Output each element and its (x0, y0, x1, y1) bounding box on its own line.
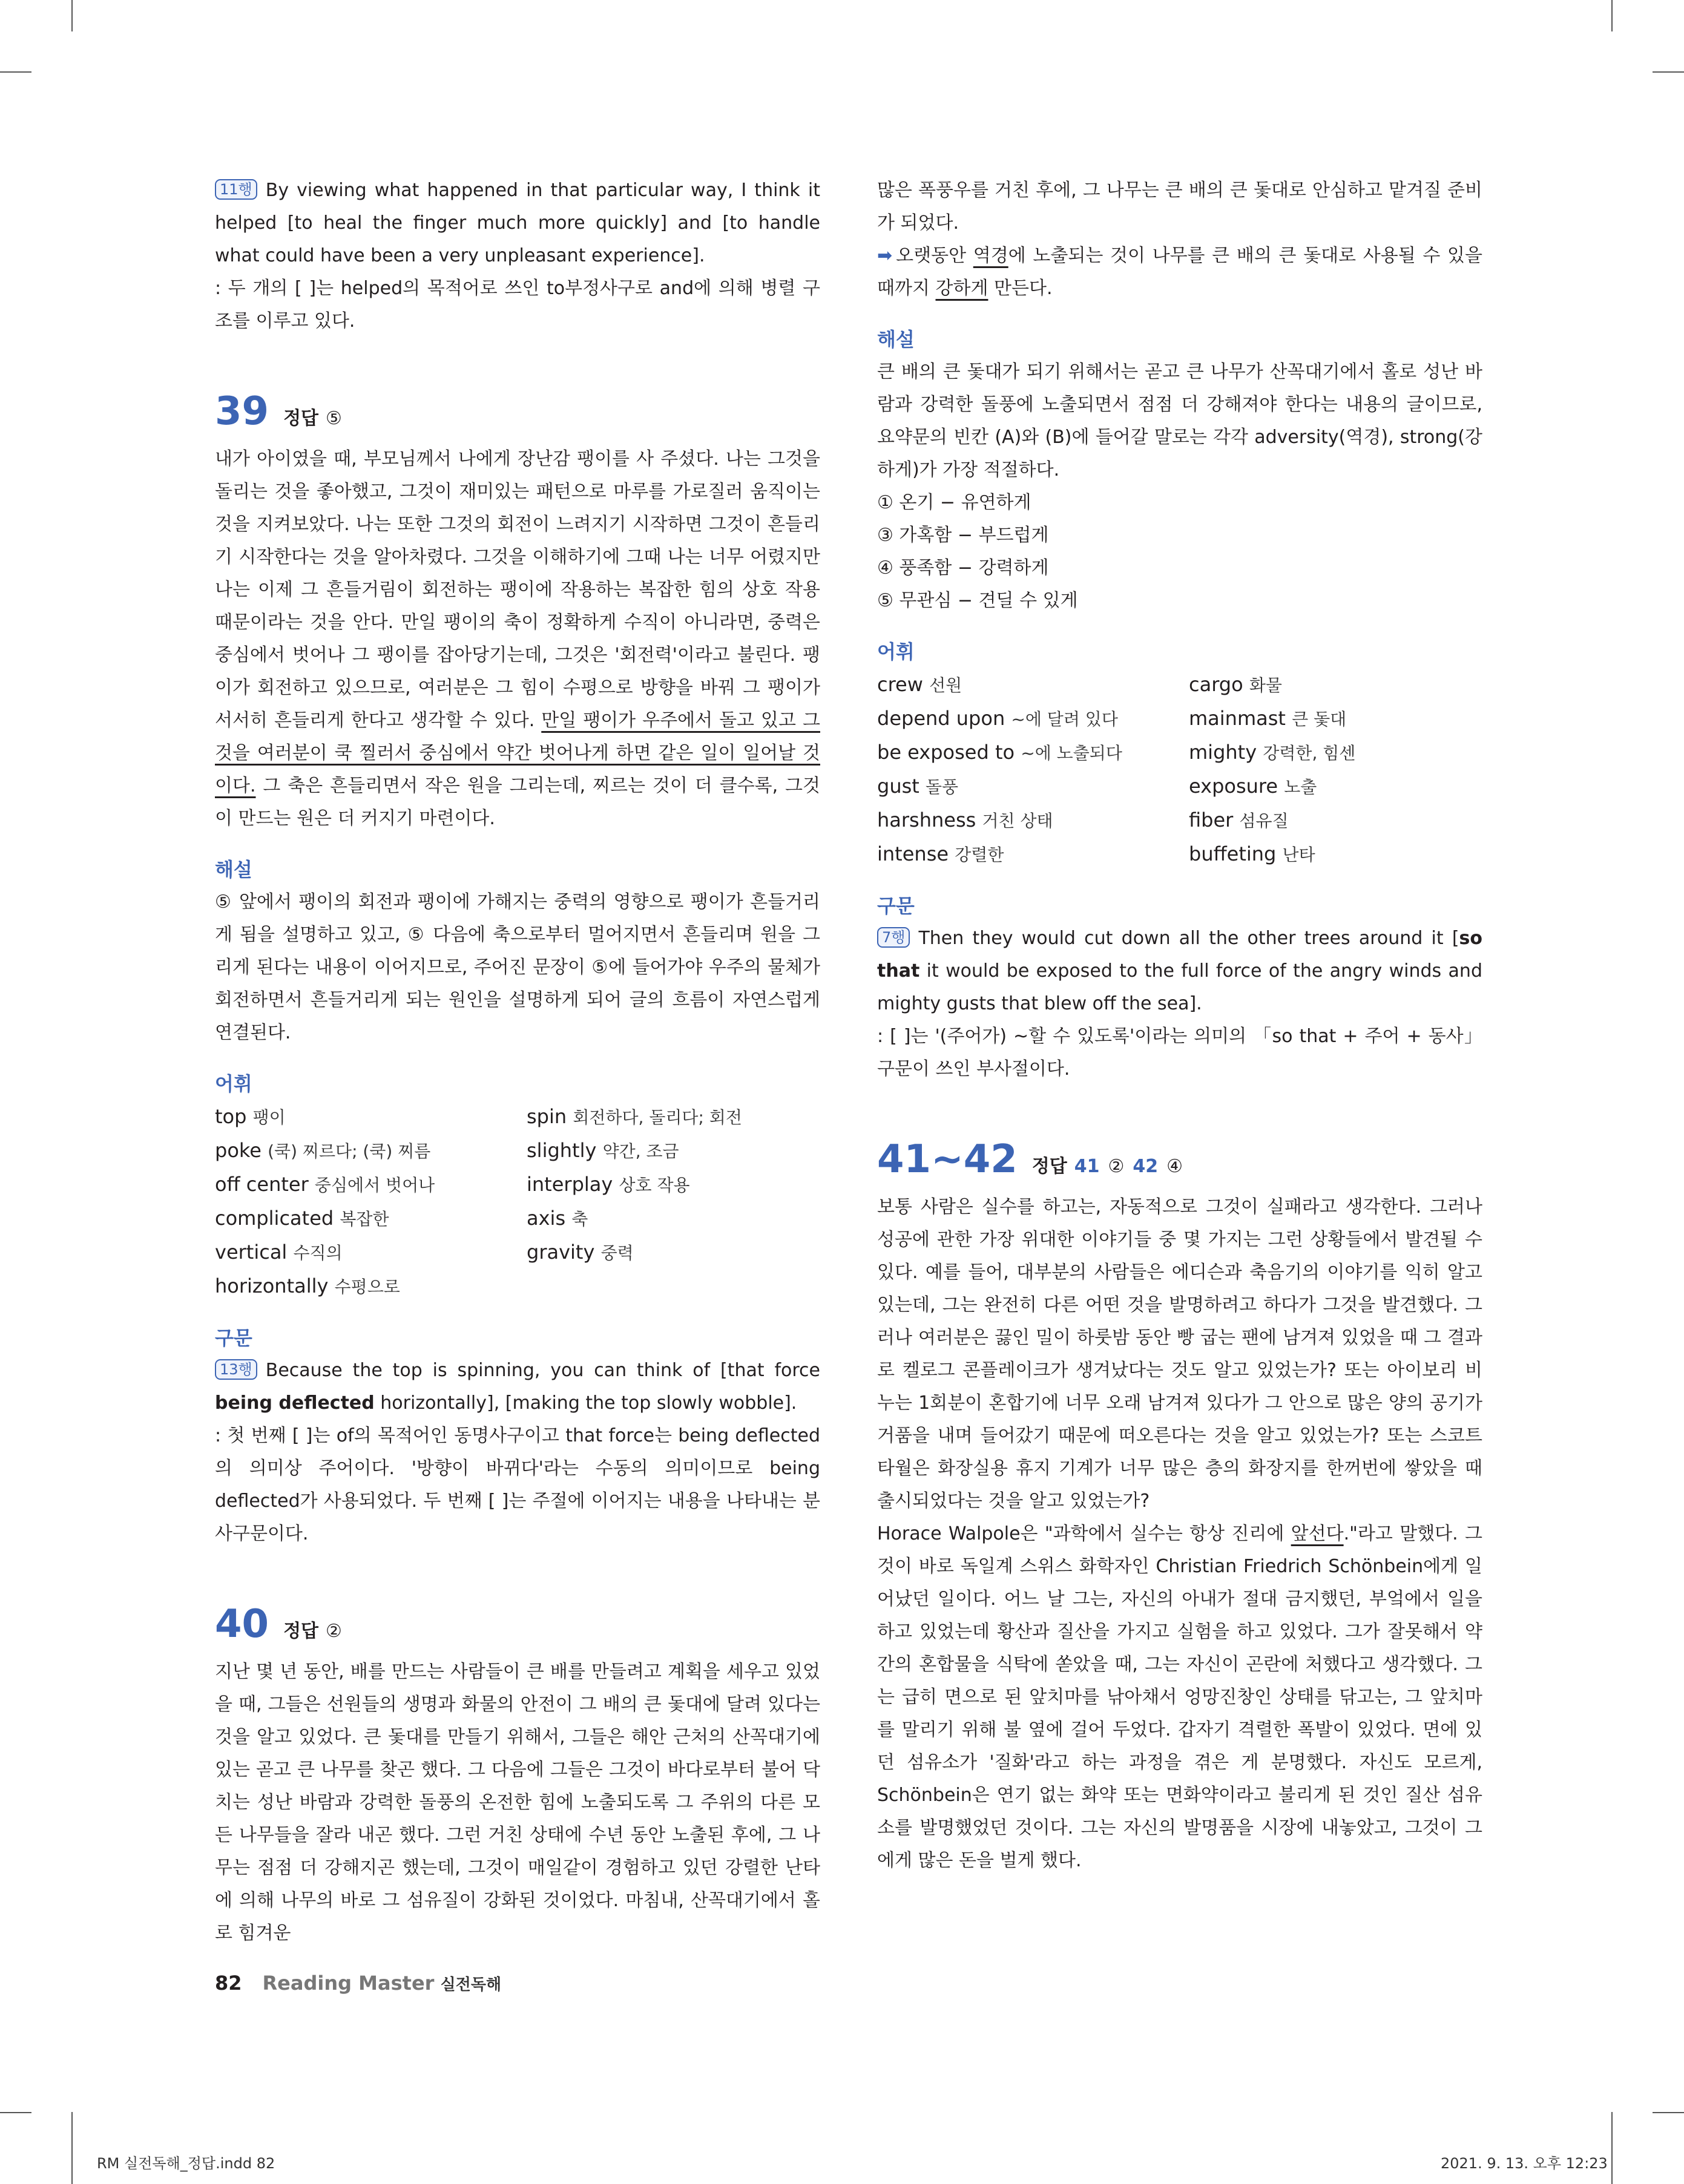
answer-value: ④ (1166, 1156, 1183, 1177)
crop-mark (71, 2112, 73, 2184)
translation-paragraph: 지난 몇 년 동안, 배를 만드는 사람들이 큰 배를 만들려고 계획을 세우고 있었을 때, 그들은 선원들의 생명과 화물의 안전이 그 배의 큰 돛대에 달려 있다는 것을 알고 있었다. 큰 돛대를 만들기 위해서, 그들은 해안 근처의 산꼭대기에 있는 곧고 큰 나무를 찾곤 했다. 그 다음에 그들은 그것이 바다로부터 불어 닥치는 성난 바람과 강력한 돌풍의 온전한 힘에 노출되도록 그 주위의 다른 모든 나무들을 잘라 내곤 했다. 그런 거친 상태에 수년 동안 노출된 후에, 그 나무는 점점 더 강해지곤 했는데, 그것이 매일같이 경험하고 있던 강렬한 난타에 의해 나무의 바로 그 섬유질이 강화된 것이었다. 마침내, 산꼭대기에서 홀로 힘겨운 (215, 1661, 820, 1944)
vocab-item: vertical 수직의 (215, 1241, 343, 1264)
crop-mark (0, 2112, 31, 2113)
syntax-note: : 첫 번째 [ ]는 of의 목적어인 동명사구이고 that force는 being deflected의 의미상 주어이다. '방향이 바뀌다'라는 수동의 의미이므로 being deflected가 사용되었다. 두 번째 [ ]는 주절에 이어지는 내용을 나타내는 분사구문이다. (215, 1425, 820, 1544)
vocab-item: off center 중심에서 벗어나 (215, 1173, 435, 1196)
summary-sentence: ➡ 오랫동안 역경에 노출되는 것이 나무를 큰 배의 큰 돛대로 사용될 수 있을 때까지 강하게 만든다. (877, 245, 1482, 299)
syntax-line-7: 7행 Then they would cut down all the other trees around it [so that it would be exposed to the full force of the angry winds and mighty gusts that blew off the sea]. (877, 928, 1482, 1014)
vocabulary-list (215, 1100, 820, 1304)
vocab-item: gravity 중력 (527, 1241, 634, 1264)
section-heading-vocabulary: 어휘 (215, 1072, 252, 1095)
vocab-item: interplay 상호 작용 (527, 1173, 690, 1196)
line-tag: 11행 (215, 179, 257, 200)
vocab-item: horizontally 수평으로 (215, 1274, 400, 1297)
answer-value: ⑤ (326, 408, 342, 429)
option-item: ③ 가혹함 − 부드럽게 (877, 525, 1049, 546)
answer-number: 42 (1133, 1156, 1159, 1177)
translation-paragraph: 내가 아이였을 때, 부모님께서 나에게 장난감 팽이를 사 주셨다. 나는 그것을 돌리는 것을 좋아했고, 그것이 재미있는 패턴으로 마루를 가로질러 움직이는 것을 지켜보았다. 나는 또한 그것의 회전이 느려지기 시작하면 그것이 흔들리기 시작한다는 것을 알아차렸다. 그것을 이해하기에 그때 나는 너무 어렸지만 나는 이제 그 흔들거림이 회전하는 팽이에 작용하는 복잡한 힘의 상호 작용 때문이라는 것을 안다. 만일 팽이의 축이 정확하게 수직이 아니라면, 중력은 중심에서 벗어나 그 팽이를 잡아당기는데, 그것은 '회전력'이라고 불린다. 팽이가 회전하고 있으므로, 여러분은 그 힘이 수평으로 방향을 바꿔 그 팽이가 서서히 흔들리게 한다고 생각할 수 있다. 만일 팽이가 우주에서 돌고 있고 그것을 여러분이 쿡 찔러서 중심에서 약간 벗어나게 하면 같은 일이 일어날 것이다. 그 축은 흔들리면서 작은 원을 그리는데, 찌르는 것이 더 클수록, 그것이 만드는 원은 더 커지기 마련이다. (215, 448, 820, 829)
vocab-item: top 팽이 (215, 1105, 286, 1128)
syntax-note: : [ ]는 '(주어가) ~할 수 있도록'이라는 의미의 「so that + 주어 + 동사」 구문이 쓰인 부사절이다. (877, 1026, 1482, 1080)
translation-paragraph-cont: 많은 폭풍우를 거친 후에, 그 나무는 큰 배의 큰 돛대로 안심하고 맡겨질 준비가 되었다. (877, 180, 1482, 234)
answer-label: 정답 (1031, 1156, 1067, 1177)
book-title: Reading Master (262, 1972, 435, 1995)
option-item: ⑤ 무관심 − 견딜 수 있게 (877, 590, 1078, 611)
answer-number: 41 (1074, 1156, 1100, 1177)
crop-mark (71, 0, 73, 31)
book-subtitle: 실전독해 (440, 1976, 502, 1994)
crop-mark (1653, 2112, 1684, 2113)
crop-mark (1611, 0, 1613, 31)
answer-value: ② (326, 1621, 342, 1642)
vocab-item: complicated 복잡한 (215, 1207, 389, 1230)
syntax-line-13: 13행 Because the top is spinning, you can think of [that force being deflected horizontally], [making the top slowly wobble]. (215, 1360, 820, 1414)
question-number: 39 (215, 389, 269, 434)
vocab-item: fiber 섬유질 (1189, 808, 1289, 831)
section-heading-explanation: 해설 (215, 858, 252, 881)
vocab-item: gust 돌풍 (877, 775, 959, 798)
question-number: 40 (215, 1602, 269, 1647)
answer-label: 정답 (283, 1621, 319, 1642)
answer-header-40 (215, 1600, 820, 1656)
arrow-right-icon: ➡ (877, 245, 893, 266)
option-item: ① 온기 − 유연하게 (877, 492, 1031, 513)
line-tag: 13행 (215, 1359, 257, 1380)
vocab-item: intense 강렬한 (877, 842, 1004, 865)
print-slug-date: 2021. 9. 13. 오후 12:23 (1441, 2155, 1608, 2172)
vocab-item: axis 축 (527, 1207, 588, 1230)
answer-header-39 (215, 387, 820, 443)
vocab-item: be exposed to ~에 노출되다 (877, 741, 1122, 764)
translation-paragraph: 보통 사람은 실수를 하고는, 자동적으로 그것이 실패라고 생각한다. 그러나 성공에 관한 가장 위대한 이야기들 중 몇 가지는 그런 상황들에서 발견될 수 있다. 예를 들어, 대부분의 사람들은 에디슨과 축음기의 이야기를 익히 알고 있는데, 그는 완전히 다른 어떤 것을 발명하려고 하다가 그것을 발견했다. 그러나 여러분은 끓인 밀이 하룻밤 동안 빵 굽는 팬에 남겨져 있었을 때 그 결과로 켈로그 콘플레이크가 생겨났다는 것도 알고 있었는가? 또는 아이보리 비누는 1회분이 혼합기에 너무 오래 남겨져 있다가 그 안으로 많은 양의 공기가 거품을 내며 들어갔기 때문에 떠오른다는 것을 알고 있었는가? 또는 스코트 타월은 화장실용 휴지 기계가 너무 많은 층의 화장지를 한꺼번에 쌓았을 때 출시되었다는 것을 알고 있었는가? (877, 1196, 1482, 1512)
syntax-note: : 두 개의 [ ]는 helped의 목적어로 쓰인 to부정사구로 and에 의해 병렬 구조를 이루고 있다. (215, 278, 820, 332)
vocab-item: exposure 노출 (1189, 775, 1317, 798)
vocabulary-list (877, 668, 1482, 871)
option-item: ④ 풍족함 − 강력하게 (877, 557, 1049, 579)
explanation-paragraph: 큰 배의 큰 돛대가 되기 위해서는 곧고 큰 나무가 산꼭대기에서 홀로 성난 바람과 강력한 돌풍에 노출되면서 점점 더 강해져야 한다는 내용의 글이므로, 요약문의 빈칸 (A)와 (B)에 들어갈 말로는 각각 adversity(역경), strong(강하게)가 가장 적절하다. (877, 361, 1482, 480)
section-heading-explanation: 해설 (877, 328, 915, 351)
answer-value: ② (1108, 1156, 1125, 1177)
page-number: 82 (215, 1972, 242, 1995)
left-column (215, 174, 820, 1950)
vocab-item (527, 1270, 820, 1304)
translation-paragraph: Horace Walpole은 "과학에서 실수는 항상 진리에 앞선다."라고 말했다. 그것이 바로 독일계 스위스 화학자인 Christian Friedrich Schönbein에게 일어났던 일이다. 어느 날 그는, 자신의 아내가 절대 금지했던, 부엌에서 일을 하고 있었는데 황산과 질산을 가지고 실험을 하고 있었다. 그가 잘못해서 약간의 혼합물을 식탁에 쏟았을 때, 그는 자신이 곤란에 처했다고 생각했다. 그는 급히 면으로 된 앞치마를 낚아채서 엉망진창인 상태를 닦고는, 그 앞치마를 말리기 위해 불 옆에 걸어 두었다. 갑자기 격렬한 폭발이 있었다. 면에 있던 섬유소가 '질화'라고 하는 과정을 겪은 게 분명했다. 자신도 모르게, Schönbein은 연기 없는 화약 또는 면화약이라고 불리게 된 것인 질산 섬유소를 발명했었던 것이다. 그는 자신의 발명품을 시장에 내놓았고, 그것이 그에게 많은 돈을 벌게 했다. (877, 1523, 1482, 1871)
question-number: 41~42 (877, 1137, 1018, 1182)
print-slug-file: RM 실전독해_정답.indd 82 (97, 2155, 275, 2172)
vocab-item: mainmast 큰 돛대 (1189, 707, 1347, 730)
section-heading-vocabulary: 어휘 (877, 640, 915, 663)
vocab-item: depend upon ~에 달려 있다 (877, 707, 1118, 730)
underlined-sentence: 만일 팽이가 우주에서 돌고 있고 그것을 여러분이 쿡 찔러서 중심에서 약간 벗어나게 하면 같은 일이 일어날 것이다. (215, 710, 820, 796)
crop-mark (1611, 2112, 1613, 2184)
section-heading-syntax: 구문 (215, 1326, 252, 1349)
vocab-item: poke (쿡) 찌르다; (쿡) 찌름 (215, 1139, 431, 1162)
crop-mark (1653, 71, 1684, 73)
syntax-line-11: 11행 By viewing what happened in that particular way, I think it helped [to heal the finger much more quickly] and [to handle what could have been a very unpleasant experience]. (215, 180, 820, 266)
section-heading-syntax: 구문 (877, 894, 915, 917)
line-tag: 7행 (877, 927, 910, 948)
answer-header-41-42 (877, 1135, 1482, 1191)
vocab-item: buffeting 난타 (1189, 842, 1315, 865)
vocab-item: crew 선원 (877, 673, 962, 696)
page-footer (215, 1972, 501, 1995)
vocab-item: harshness 거친 상태 (877, 808, 1053, 831)
vocab-item: slightly 약간, 조금 (527, 1139, 679, 1162)
answer-label: 정답 (283, 408, 319, 429)
crop-mark (0, 71, 31, 73)
vocab-item: mighty 강력한, 힘센 (1189, 741, 1356, 764)
vocab-item: spin 회전하다, 돌리다; 회전 (527, 1105, 742, 1128)
vocab-item: cargo 화물 (1189, 673, 1282, 696)
explanation-paragraph: ⑤ 앞에서 팽이의 회전과 팽이에 가해지는 중력의 영향으로 팽이가 흔들거리게 됨을 설명하고 있고, ⑤ 다음에 축으로부터 멀어지면서 흔들리며 원을 그리게 된다는 내용이 이어지므로, 주어진 문장이 ⑤에 들어가야 우주의 물체가 회전하면서 흔들거리게 되는 원인을 설명하게 되어 글의 흐름이 자연스럽게 연결된다. (215, 891, 820, 1043)
right-column (877, 174, 1482, 1877)
